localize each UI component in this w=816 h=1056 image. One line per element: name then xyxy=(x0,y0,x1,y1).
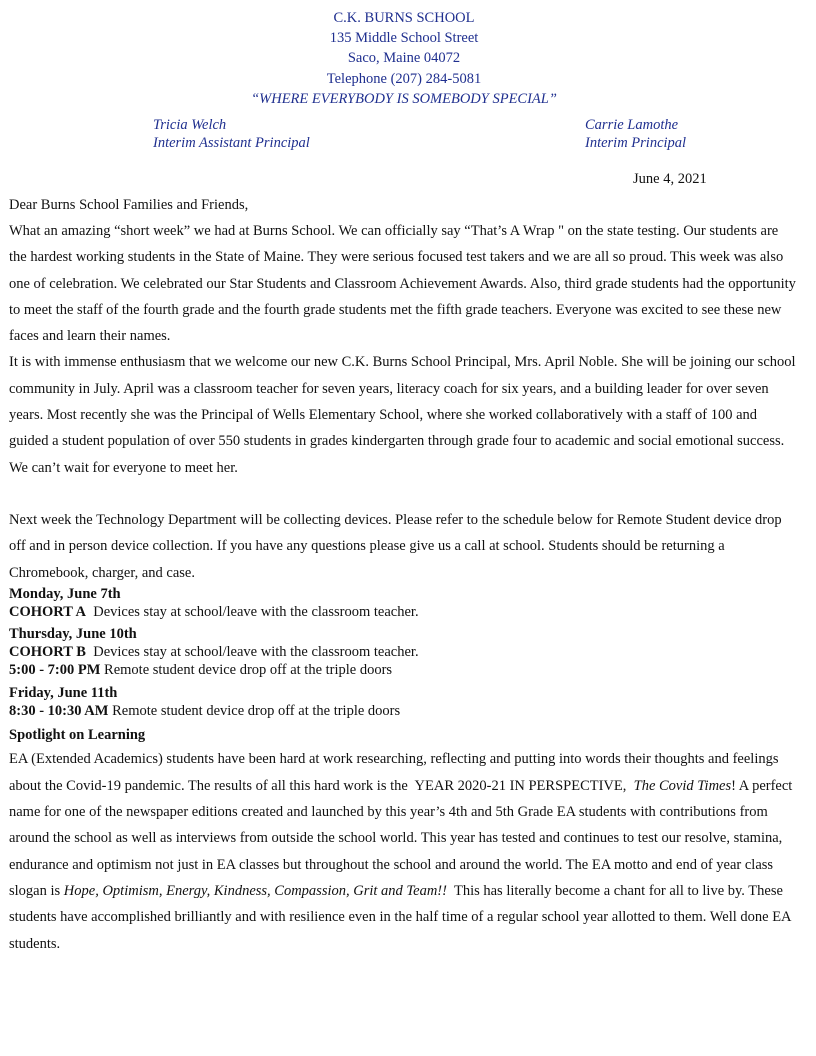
blank-line xyxy=(9,481,799,507)
schedule-text: Devices stay at school/leave with the classroom teacher. xyxy=(85,603,419,620)
greeting: Dear Burns School Families and Friends, xyxy=(9,197,249,213)
paragraph-spotlight xyxy=(9,746,799,956)
schedule-day: Friday, June 11th xyxy=(9,684,118,701)
spotlight-text-1: EA (Extended Academics) students have been hard at work researching, reflecting and putting into words their thoughts and feelings about the Covid-19 pandemic. The results of all this hard work is the YEAR 2020-21 IN PERSPECTIVE, xyxy=(9,751,783,794)
principal-block xyxy=(585,117,686,152)
paragraph-new-principal: It is with immense enthusiasm that we welcome our new C.K. Burns School Principal, Mrs. April Noble. She will be joining our school community in July. April was a classroom teacher for seven years, literacy coach for six years, and a building leader for over seven years. Most recently she was the Principal of Wells Elementary School, where she worked collaboratively with a staff of 100 and guided a student population of over 550 students in grades kindergarten through grade four to academic and social emotional success. We can’t wait for everyone to meet her. xyxy=(9,354,796,476)
schedule-monday xyxy=(9,586,799,622)
schedule-text: Remote student device drop off at the triple doors xyxy=(100,662,393,679)
school-street: 135 Middle School Street xyxy=(329,30,479,47)
schedule-day: Thursday, June 10th xyxy=(9,626,137,643)
schedule-friday xyxy=(9,685,799,721)
schedule-label: COHORT B xyxy=(9,644,86,661)
spotlight-italic-motto: Hope, Optimism, Energy, Kindness, Compassion, Grit and Team!! xyxy=(63,882,447,899)
paragraph-device-collection: Next week the Technology Department will be collecting devices. Please refer to the schedule below for Remote Student device drop off and in person device collection. If you have any questions please give us a call at school. Students should be returning a Chromebook, charger, and case. xyxy=(9,511,782,581)
school-telephone: Telephone (207) 284-5081 xyxy=(326,70,482,87)
schedule-text: Devices stay at school/leave with the classroom teacher. xyxy=(85,644,419,661)
schedule-time: 8:30 - 10:30 AM xyxy=(9,702,109,719)
schedule-label: COHORT A xyxy=(9,603,86,620)
principal-name: Carrie Lamothe xyxy=(585,117,679,133)
paragraph-state-testing: What an amazing “short week” we had at Burns School. We can officially say “That’s A Wrap " on the state testing. Our students are the hardest working students in the State of Maine. They were serious focused test takers and we are all so proud. This week was also one of celebration. We celebrated our Star Students and Classroom Achievement Awards. Also, third grade students had the opportunity to meet the staff of the fourth grade and the fourth grade students met the fifth grade teachers. Everyone was excited to see these new faces and learn their names. xyxy=(9,223,796,345)
spotlight-text-3: This has literally become a chant for all to live by. These students have accomplished brilliantly and with resilience even in the half time of a regular school year allotted to them. Well done EA students. xyxy=(9,882,795,952)
school-motto: “WHERE EVERYBODY IS SOMEBODY SPECIAL” xyxy=(251,90,557,107)
letter-date: June 4, 2021 xyxy=(633,171,707,187)
schedule-thursday xyxy=(9,626,799,679)
school-city: Saco, Maine 04072 xyxy=(347,50,461,67)
letterhead xyxy=(0,8,808,109)
assistant-principal-block xyxy=(153,117,310,152)
schedule-text: Remote student device drop off at the triple doors xyxy=(108,702,401,719)
schedule-day: Monday, June 7th xyxy=(9,585,121,602)
letter-body xyxy=(9,195,799,957)
assistant-principal-name: Tricia Welch xyxy=(153,117,227,133)
assistant-principal-title: Interim Assistant Principal xyxy=(153,134,310,151)
spotlight-heading: Spotlight on Learning xyxy=(9,727,146,744)
spotlight-text-2: ! A perfect name for one of the newspaper editions created and launched by this year’s 4th and 5th Grade EA students with contributions from around the school as well as interviews from outside the school world. This year has tested and continues to test our resolve, stamina, endurance and optimism not just in EA classes but throughout the school and around the world. The EA motto and end of year class slogan is xyxy=(9,777,793,899)
principal-title: Interim Principal xyxy=(585,134,687,151)
spotlight-italic-title: The Covid Times xyxy=(633,777,732,794)
schedule-time: 5:00 - 7:00 PM xyxy=(9,662,101,679)
school-name: C.K. BURNS SCHOOL xyxy=(333,10,475,26)
